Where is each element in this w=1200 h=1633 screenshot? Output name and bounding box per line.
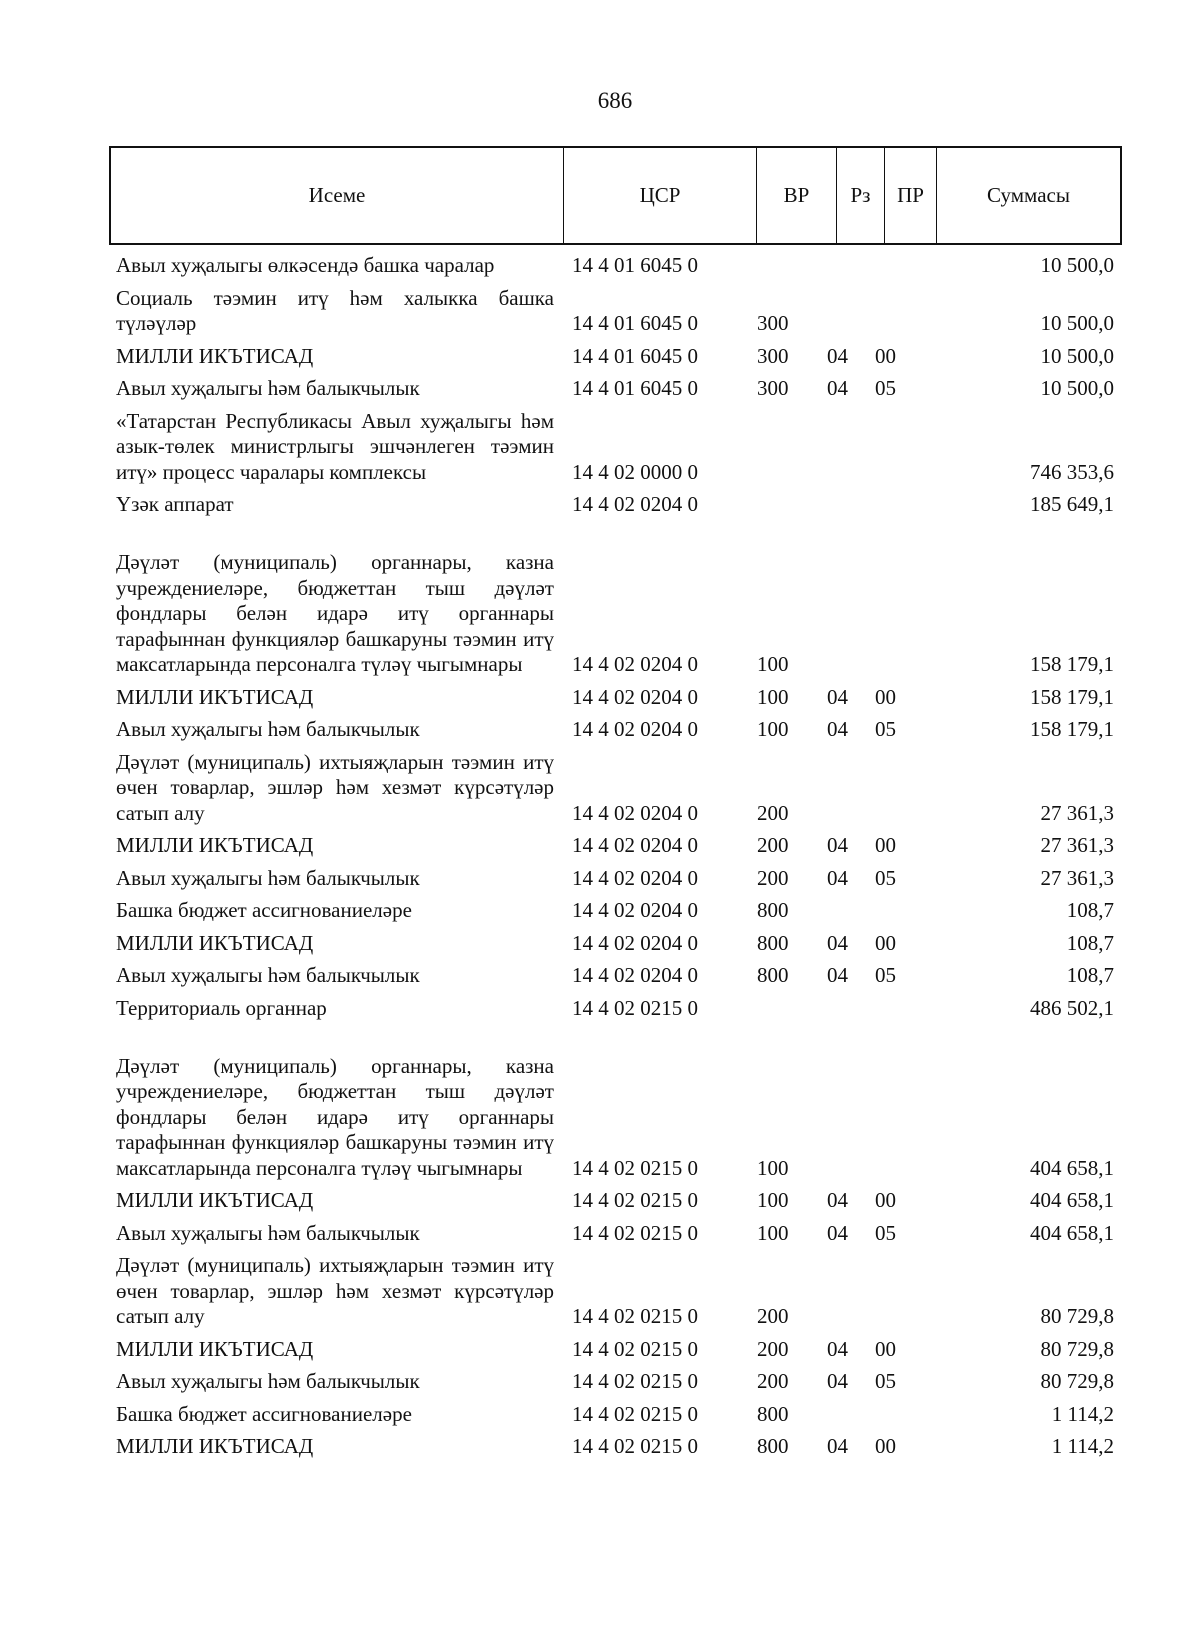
cell-name: Авыл хуҗалыгы өлкәсендә башка чаралар [116,253,495,277]
cell-vr: 800 [757,898,789,922]
column-header-vr: ВР [757,148,837,243]
cell-vr: 200 [757,1304,789,1328]
cell-name: Авыл хуҗалыгы һәм балыкчылык [116,865,420,890]
table-row [109,859,1122,892]
cell-sum: 108,7 [1066,963,1114,987]
cell-sum: 108,7 [1066,930,1114,955]
cell-rz: 04 [827,376,848,400]
cell-name: МИЛЛИ ИКЪТИСАД [116,833,314,857]
cell-vr: 100 [757,652,789,676]
cell-rz: 04 [827,1434,848,1458]
cell-vr: 300 [757,311,789,335]
table-row [109,1214,1122,1247]
cell-name: Авыл хуҗалыгы һәм балыкчылык [116,376,420,400]
cell-vr: 800 [757,930,789,955]
column-header-pr: ПР [885,148,937,243]
cell-sum: 1 114,2 [1051,1401,1114,1426]
cell-sum: 80 729,8 [1040,1336,1114,1361]
cell-csr: 14 4 02 0204 0 [572,717,698,741]
column-header-rz: Рз [837,148,885,243]
table-row [109,337,1122,370]
cell-csr: 14 4 02 0204 0 [572,898,698,922]
cell-name: МИЛЛИ ИКЪТИСАД [116,930,314,955]
cell-vr: 800 [757,1401,789,1426]
cell-vr: 300 [757,343,789,368]
cell-name: «Татарстан Республикасы Авыл хуҗалыгы һәм азык-төлек министрлыгы эшчәнлеген тәэмин итү» процесс чаралары комплексы [116,408,554,484]
cell-csr: 14 4 02 0000 0 [572,459,698,484]
cell-rz: 04 [827,833,848,857]
cell-rz: 04 [827,930,848,955]
cell-sum: 404 658,1 [1030,1220,1114,1245]
cell-sum: 185 649,1 [1030,492,1114,516]
cell-csr: 14 4 01 6045 0 [572,311,698,335]
cell-vr: 100 [757,684,789,709]
cell-vr: 200 [757,800,789,825]
cell-pr: 00 [875,1336,896,1361]
cell-sum: 80 729,8 [1040,1369,1114,1393]
cell-pr: 00 [875,930,896,955]
cell-name: Үзәк аппарат [116,492,234,516]
cell-name: Дәүләт (муниципаль) органнары, казна учреждениеләре, бюджеттан тыш дәүләт фондлары белән идарә итү органнары тарафыннан функцияләр башкаруны тәэмин итү максатларында персоналга түләү чыгымнары [116,1053,554,1180]
cell-vr: 300 [757,376,789,400]
table-row [109,1246,1122,1330]
cell-sum: 10 500,0 [1040,376,1114,400]
cell-csr: 14 4 02 0215 0 [572,1401,698,1426]
cell-csr: 14 4 02 0215 0 [572,1434,698,1458]
cell-pr: 05 [875,1220,896,1245]
cell-vr: 100 [757,717,789,741]
cell-csr: 14 4 02 0204 0 [572,930,698,955]
cell-sum: 27 361,3 [1040,865,1114,890]
cell-vr: 200 [757,833,789,857]
table-row [109,246,1122,279]
table-row [109,279,1122,337]
cell-sum: 27 361,3 [1040,833,1114,857]
cell-csr: 14 4 02 0215 0 [572,1369,698,1393]
cell-pr: 00 [875,684,896,709]
table-row [109,518,1122,678]
cell-vr: 100 [757,1188,789,1212]
cell-rz: 04 [827,684,848,709]
table-row [109,485,1122,518]
cell-rz: 04 [827,343,848,368]
cell-name: Авыл хуҗалыгы һәм балыкчылык [116,1220,420,1245]
cell-csr: 14 4 02 0215 0 [572,1336,698,1361]
table-body [109,246,1122,1460]
table-row [109,956,1122,989]
cell-rz: 04 [827,1336,848,1361]
cell-csr: 14 4 02 0204 0 [572,963,698,987]
table-row [109,989,1122,1022]
cell-name: Башка бюджет ассигнованиеләре [116,1401,412,1426]
cell-name: Дәүләт (муниципаль) ихтыяҗларын тәэмин итү өчен товарлар, эшләр һәм хезмәт күрсәтүләр сатып алу [116,749,554,825]
cell-csr: 14 4 01 6045 0 [572,376,698,400]
cell-csr: 14 4 02 0204 0 [572,865,698,890]
column-header-csr: ЦСР [564,148,757,243]
cell-sum: 158 179,1 [1030,684,1114,709]
cell-name: МИЛЛИ ИКЪТИСАД [116,1336,314,1361]
cell-csr: 14 4 01 6045 0 [572,343,698,368]
cell-vr: 800 [757,1434,789,1458]
cell-name: Авыл хуҗалыгы һәм балыкчылык [116,1369,420,1393]
cell-name: Дәүләт (муниципаль) ихтыяҗларын тәэмин итү өчен товарлар, эшләр һәм хезмәт күрсәтүләр сатып алу [116,1253,554,1328]
table-row [109,1362,1122,1395]
cell-rz: 04 [827,1220,848,1245]
cell-sum: 80 729,8 [1040,1304,1114,1328]
cell-sum: 27 361,3 [1040,800,1114,825]
table-row [109,743,1122,827]
cell-name: Башка бюджет ассигнованиеләре [116,898,412,922]
cell-sum: 158 179,1 [1030,717,1114,741]
cell-pr: 00 [875,833,896,857]
cell-csr: 14 4 02 0215 0 [572,1155,698,1180]
cell-csr: 14 4 02 0204 0 [572,833,698,857]
cell-pr: 00 [875,1434,896,1458]
cell-pr: 05 [875,1369,896,1393]
cell-name: Авыл хуҗалыгы һәм балыкчылык [116,963,420,987]
table-row [109,1181,1122,1214]
cell-sum: 486 502,1 [1030,995,1114,1020]
cell-csr: 14 4 02 0215 0 [572,1304,698,1328]
cell-vr: 200 [757,865,789,890]
cell-pr: 00 [875,343,896,368]
table-row [109,678,1122,711]
table-row [109,826,1122,859]
table-row [109,710,1122,743]
cell-sum: 10 500,0 [1040,311,1114,335]
cell-pr: 00 [875,1188,896,1212]
page-number: 686 [597,88,633,113]
cell-pr: 05 [875,376,896,400]
table-row [109,1427,1122,1460]
cell-pr: 05 [875,865,896,890]
cell-sum: 108,7 [1066,898,1114,922]
cell-name: Авыл хуҗалыгы һәм балыкчылык [116,717,420,741]
cell-name: МИЛЛИ ИКЪТИСАД [116,1188,314,1212]
cell-vr: 200 [757,1369,789,1393]
cell-csr: 14 4 02 0204 0 [572,492,698,516]
cell-sum: 158 179,1 [1030,652,1114,676]
table-row [109,1330,1122,1363]
cell-csr: 14 4 02 0215 0 [572,1188,698,1212]
column-header-sum: Суммасы [987,183,1070,207]
table-row [109,891,1122,924]
cell-rz: 04 [827,963,848,987]
cell-csr: 14 4 02 0204 0 [572,684,698,709]
column-header-name: Исеме [111,148,564,243]
cell-vr: 800 [757,963,789,987]
cell-name: Социаль тәэмин итү һәм халыкка башка түләүләр [116,285,554,335]
cell-csr: 14 4 02 0215 0 [572,1220,698,1245]
table-header [109,146,1122,245]
table-row [109,1021,1122,1181]
cell-name: Дәүләт (муниципаль) органнары, казна учреждениеләре, бюджеттан тыш дәүләт фондлары белән идарә итү органнары тарафыннан функцияләр башкаруны тәэмин итү максатларында персоналга түләү чыгымнары [116,550,554,676]
cell-csr: 14 4 01 6045 0 [572,253,698,277]
cell-vr: 200 [757,1336,789,1361]
cell-sum: 746 353,6 [1030,459,1114,484]
cell-sum: 404 658,1 [1030,1155,1114,1180]
cell-name: Территориаль органнар [116,995,327,1020]
cell-name: МИЛЛИ ИКЪТИСАД [116,684,314,709]
cell-pr: 05 [875,963,896,987]
cell-sum: 10 500,0 [1040,253,1114,277]
cell-name: МИЛЛИ ИКЪТИСАД [116,1434,314,1458]
cell-vr: 100 [757,1155,789,1180]
table-row [109,924,1122,957]
cell-name: МИЛЛИ ИКЪТИСАД [116,343,314,368]
cell-rz: 04 [827,865,848,890]
cell-sum: 1 114,2 [1051,1434,1114,1458]
cell-sum: 404 658,1 [1030,1188,1114,1212]
table-row [109,1395,1122,1428]
cell-sum: 10 500,0 [1040,343,1114,368]
cell-rz: 04 [827,717,848,741]
cell-rz: 04 [827,1188,848,1212]
cell-csr: 14 4 02 0204 0 [572,652,698,676]
cell-pr: 05 [875,717,896,741]
cell-csr: 14 4 02 0215 0 [572,995,698,1020]
cell-vr: 100 [757,1220,789,1245]
cell-rz: 04 [827,1369,848,1393]
cell-csr: 14 4 02 0204 0 [572,800,698,825]
table-row [109,402,1122,486]
table-row [109,369,1122,402]
